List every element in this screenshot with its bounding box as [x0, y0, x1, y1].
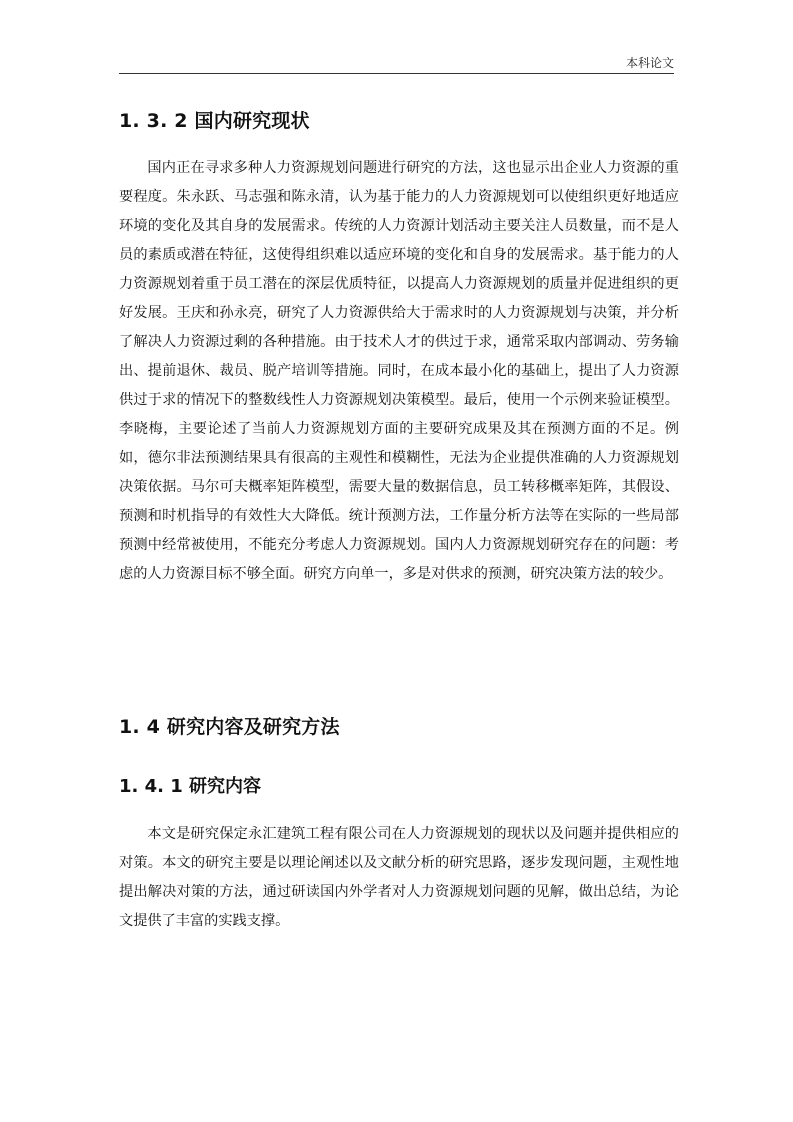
heading-1-3-2: 1. 3. 2 国内研究现状: [119, 110, 310, 132]
heading-1-4-1: 1. 4. 1 研究内容: [119, 776, 262, 797]
paragraph-domestic-research: 国内正在寻求多种人力资源规划问题进行研究的方法，这也显示出企业人力资源的重要程度。朱永跃、马志强和陈永清，认为基于能力的人力资源规划可以使组织更好地适应环境的变化及其自身的发展需求。传统的人力资源计划活动主要关注人员数量，而不是人员的素质或潜在特征，这使得组织难以适应环境的变化和自身的发展需求。基于能力的人力资源规划着重于员工潜在的深层优质特征，以提高人力资源规划的质量并促进组织的更好发展。王庆和孙永亮，研究了人力资源供给大于需求时的人力资源规划与决策，并分析了解决人力资源过剩的各种措施。由于技术人才的供过于求，通常采取内部调动、劳务输出、提前退休、裁员、脱产培训等措施。同时，在成本最小化的基础上，提出了人力资源供过于求的情况下的整数线性人力资源规划决策模型。最后，使用一个示例来验证模型。李晓梅，主要论述了当前人力资源规划方面的主要研究成果及其在预测方面的不足。例如，德尔非法预测结果具有很高的主观性和模糊性，无法为企业提供准确的人力资源规划决策依据。马尔可夫概率矩阵模型，需要大量的数据信息，员工转移概率矩阵，其假设、预测和时机指导的有效性大大降低。统计预测方法，工作量分析方法等在实际的一些局部预测中经常被使用，不能充分考虑人力资源规划。国内人力资源规划研究存在的问题：考虑的人力资源目标不够全面。研究方向单一，多是对供求的预测，研究决策方法的较少。: [119, 160, 679, 582]
running-header: 本科论文: [625, 56, 674, 70]
heading-1-4: 1. 4 研究内容及研究方法: [119, 716, 340, 738]
paragraph-research-content: 本文是研究保定永汇建筑工程有限公司在人力资源规划的现状以及问题并提供相应的对策。本文的研究主要是以理论阐述以及文献分析的研究思路，逐步发现问题，主观性地提出解决对策的方法，通过研读国内外学者对人力资源规划问题的见解，做出总结，为论文提供了丰富的实践支撑。: [119, 826, 679, 929]
header-divider: [119, 73, 674, 74]
